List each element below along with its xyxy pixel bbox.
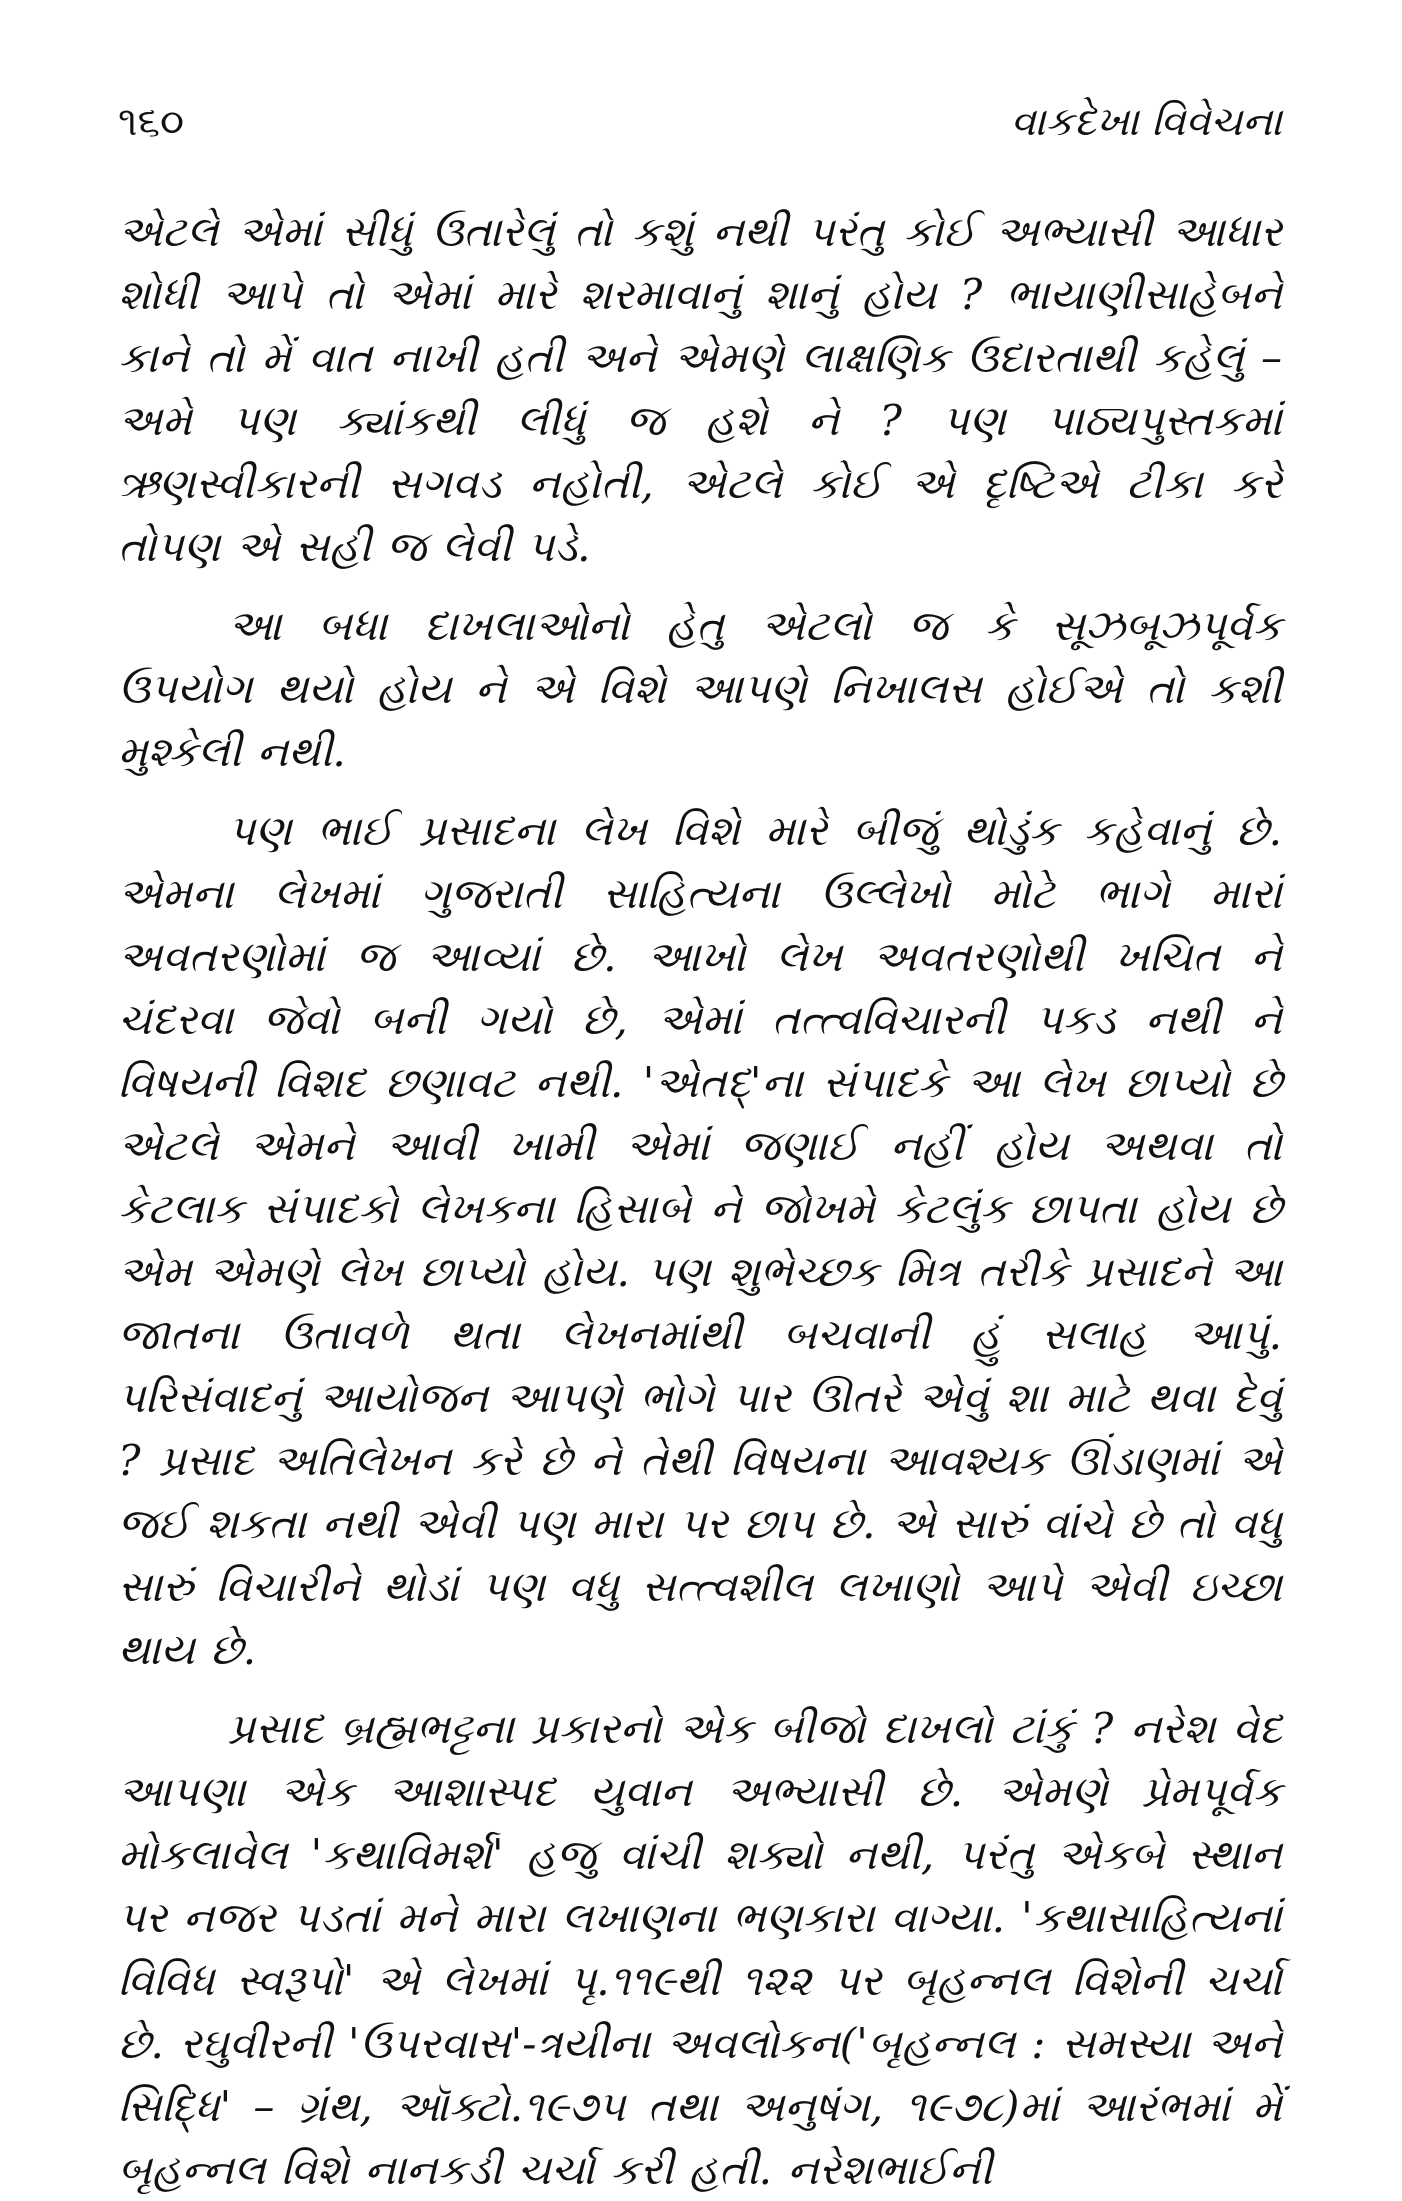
paragraph-1: એટલે એમાં સીધું ઉતારેલું તો કશું નથી પરંતુ કોઈ અભ્યાસી આધાર શોધી આપે તો એમાં મારે શરમાવાનું શાનું હોય ? ભાયાણીસાહેબને કાને તો મેં વાત નાખી હતી અને એમણે લાક્ષણિક ઉદારતાથી કહેલું – અમે પણ ક્યાંકથી લીધું જ હશે ને ? પણ પાઠ્યપુસ્તકમાં ઋણસ્વીકારની સગવડ નહોતી, એટલે કોઈ એ દૃષ્ટિએ ટીકા કરે તોપણ એ સહી જ લેવી પડે.: [118, 207, 1282, 571]
page-number: ૧૬૦: [118, 99, 185, 145]
paragraph-4: પ્રસાદ બ્રહ્મભટ્ટના પ્રકારનો એક બીજો દાખલો ટાંકું ? નરેશ વેદ આપણા એક આશાસ્પદ યુવાન અભ્યાસી છે. એમણે પ્રેમપૂર્વક મોકલાવેલ 'કથાવિમર્શ' હજુ વાંચી શક્યો નથી, પરંતુ એકબે સ્થાન પર નજર પડતાં મને મારા લખાણના ભણકારા વાગ્યા. 'કથાસાહિત્યનાં વિવિધ સ્વરૂપો' એ લેખમાં પૃ.૧૧૯થી ૧૨૨ પર બૃહન્નલ વિશેની ચર્ચા છે. રઘુવીરની 'ઉપરવાસ'-ત્રયીના અવલોકન('બૃહન્નલ : સમસ્યા અને સિદ્ધિ' – ગ્રંથ, ઑક્ટો.૧૯૭૫ તથા અનુષંગ, ૧૯૭૮)માં આરંભમાં મેં બૃહન્નલ વિશે નાનકડી ચર્ચા કરી હતી. નરેશભાઈની: [118, 1704, 1282, 2194]
paragraph-3: પણ ભાઈ પ્રસાદના લેખ વિશે મારે બીજું થોડુંક કહેવાનું છે. એમના લેખમાં ગુજરાતી સાહિત્યના ઉલ્લેખો મોટે ભાગે મારાં અવતરણોમાં જ આવ્યાં છે. આખો લેખ અવતરણોથી ખચિત ને ચંદરવા જેવો બની ગયો છે, એમાં તત્ત્વવિચારની પકડ નથી ને વિષયની વિશદ છણાવટ નથી. 'એતદ્'ના સંપાદકે આ લેખ છાપ્યો છે એટલે એમને આવી ખામી એમાં જણાઈ નહીં હોય અથવા તો કેટલાક સંપાદકો લેખકના હિસાબે ને જોખમે કેટલુંક છાપતા હોય છે એમ એમણે લેખ છાપ્યો હોય. પણ શુભેચ્છક મિત્ર તરીકે પ્રસાદને આ જાતના ઉતાવળે થતા લેખનમાંથી બચવાની હું સલાહ આપું. પરિસંવાદનું આયોજન આપણે ભોગે પાર ઊતરે એવું શા માટે થવા દેવું ? પ્રસાદ અતિલેખન કરે છે ને તેથી વિષયના આવશ્યક ઊંડાણમાં એ જઈ શકતા નથી એવી પણ મારા પર છાપ છે. એ સારું વાંચે છે તો વધુ સારું વિચારીને થોડાં પણ વધુ સત્ત્વશીલ લખાણો આપે એવી ઇચ્છા થાય છે.: [118, 806, 1282, 1674]
page-body: [118, 200, 1282, 2201]
running-head: [118, 100, 1282, 170]
paragraph-2: આ બધા દાખલાઓનો હેતુ એટલો જ કે સૂઝબૂઝપૂર્વક ઉપયોગ થયો હોય ને એ વિશે આપણે નિખાલસ હોઈએ તો કશી મુશ્કેલી નથી.: [118, 601, 1282, 776]
running-head-title: વાકદેખા વિવેચના: [1010, 99, 1282, 145]
